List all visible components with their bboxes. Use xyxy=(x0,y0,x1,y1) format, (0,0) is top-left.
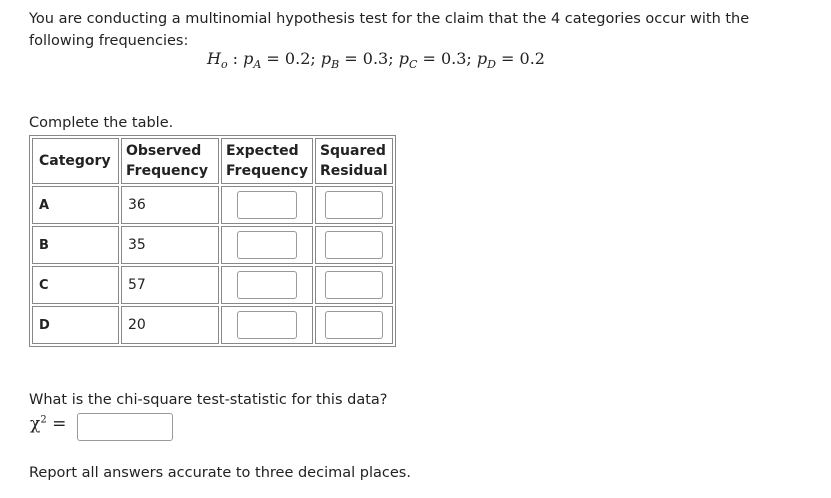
table-row xyxy=(32,266,393,304)
residual-cell xyxy=(315,186,393,224)
hypothesis-h: H xyxy=(207,49,221,68)
pa-symbol: p xyxy=(243,49,254,68)
header-observed xyxy=(121,138,219,184)
header-observed-line2: Frequency xyxy=(126,163,208,179)
residual-input[interactable] xyxy=(325,311,383,339)
expected-cell xyxy=(221,306,313,344)
row-observed: 35 xyxy=(121,226,219,264)
table-prompt: Complete the table. xyxy=(29,115,174,131)
pd-sub: D xyxy=(487,58,496,72)
table-row xyxy=(32,186,393,224)
header-expected-line2: Frequency xyxy=(226,163,308,179)
pc-symbol: p xyxy=(398,49,409,68)
hypothesis-h-sub: o xyxy=(220,58,228,72)
chi-square-input[interactable] xyxy=(77,413,173,441)
row-observed: 57 xyxy=(121,266,219,304)
header-squared-residual xyxy=(315,138,393,184)
pc-sub: C xyxy=(408,58,418,72)
row-category: C xyxy=(32,266,119,304)
pb-symbol: p xyxy=(320,49,332,68)
expected-input[interactable] xyxy=(237,191,297,219)
table-row xyxy=(32,226,393,264)
header-observed-line1: Observed xyxy=(126,143,202,159)
pa-sub: A xyxy=(253,58,262,72)
row-category: A xyxy=(32,186,119,224)
expected-input[interactable] xyxy=(237,271,297,299)
chi-square-label xyxy=(30,414,66,434)
residual-cell xyxy=(315,266,393,304)
pa-value: = 0.2; xyxy=(261,49,321,68)
rounding-instruction: Report all answers accurate to three decimal places. xyxy=(29,465,411,481)
table-header-row xyxy=(32,138,393,184)
chi-symbol: χ xyxy=(30,414,41,434)
expected-input[interactable] xyxy=(237,311,297,339)
frequency-table xyxy=(29,135,396,347)
header-expected-line1: Expected xyxy=(226,143,299,159)
chi-superscript: 2 xyxy=(40,414,47,426)
row-category: B xyxy=(32,226,119,264)
residual-input[interactable] xyxy=(325,231,383,259)
header-category: Category xyxy=(32,138,119,184)
expected-cell xyxy=(221,226,313,264)
pb-sub: B xyxy=(331,58,340,72)
residual-input[interactable] xyxy=(325,271,383,299)
header-expected xyxy=(221,138,313,184)
chi-equals: = xyxy=(46,414,67,434)
residual-cell xyxy=(315,226,393,264)
expected-cell xyxy=(221,186,313,224)
null-hypothesis: $H_o$ : $p_A = 0.2$; $p_B = 0.3$; $p_C = 0.3$; $p_D = 0.2$ xyxy=(207,49,545,72)
row-observed: 20 xyxy=(121,306,219,344)
pc-value: = 0.3; xyxy=(417,49,477,68)
expected-cell xyxy=(221,266,313,304)
residual-input[interactable] xyxy=(325,191,383,219)
header-squared-line1: Squared xyxy=(319,143,386,159)
row-observed: 36 xyxy=(121,186,219,224)
pb-value: = 0.3; xyxy=(339,49,399,68)
pd-symbol: p xyxy=(476,49,488,68)
question-intro: You are conducting a multinomial hypothesis test for the claim that the 4 categories occur with the following frequencies: xyxy=(29,11,750,49)
expected-input[interactable] xyxy=(237,231,297,259)
pd-value: = 0.2 xyxy=(495,49,545,68)
header-squared-line2: Residual xyxy=(319,163,388,179)
residual-cell xyxy=(315,306,393,344)
row-category: D xyxy=(32,306,119,344)
chi-square-prompt: What is the chi-square test-statistic for this data? xyxy=(29,392,388,408)
table-row xyxy=(32,306,393,344)
